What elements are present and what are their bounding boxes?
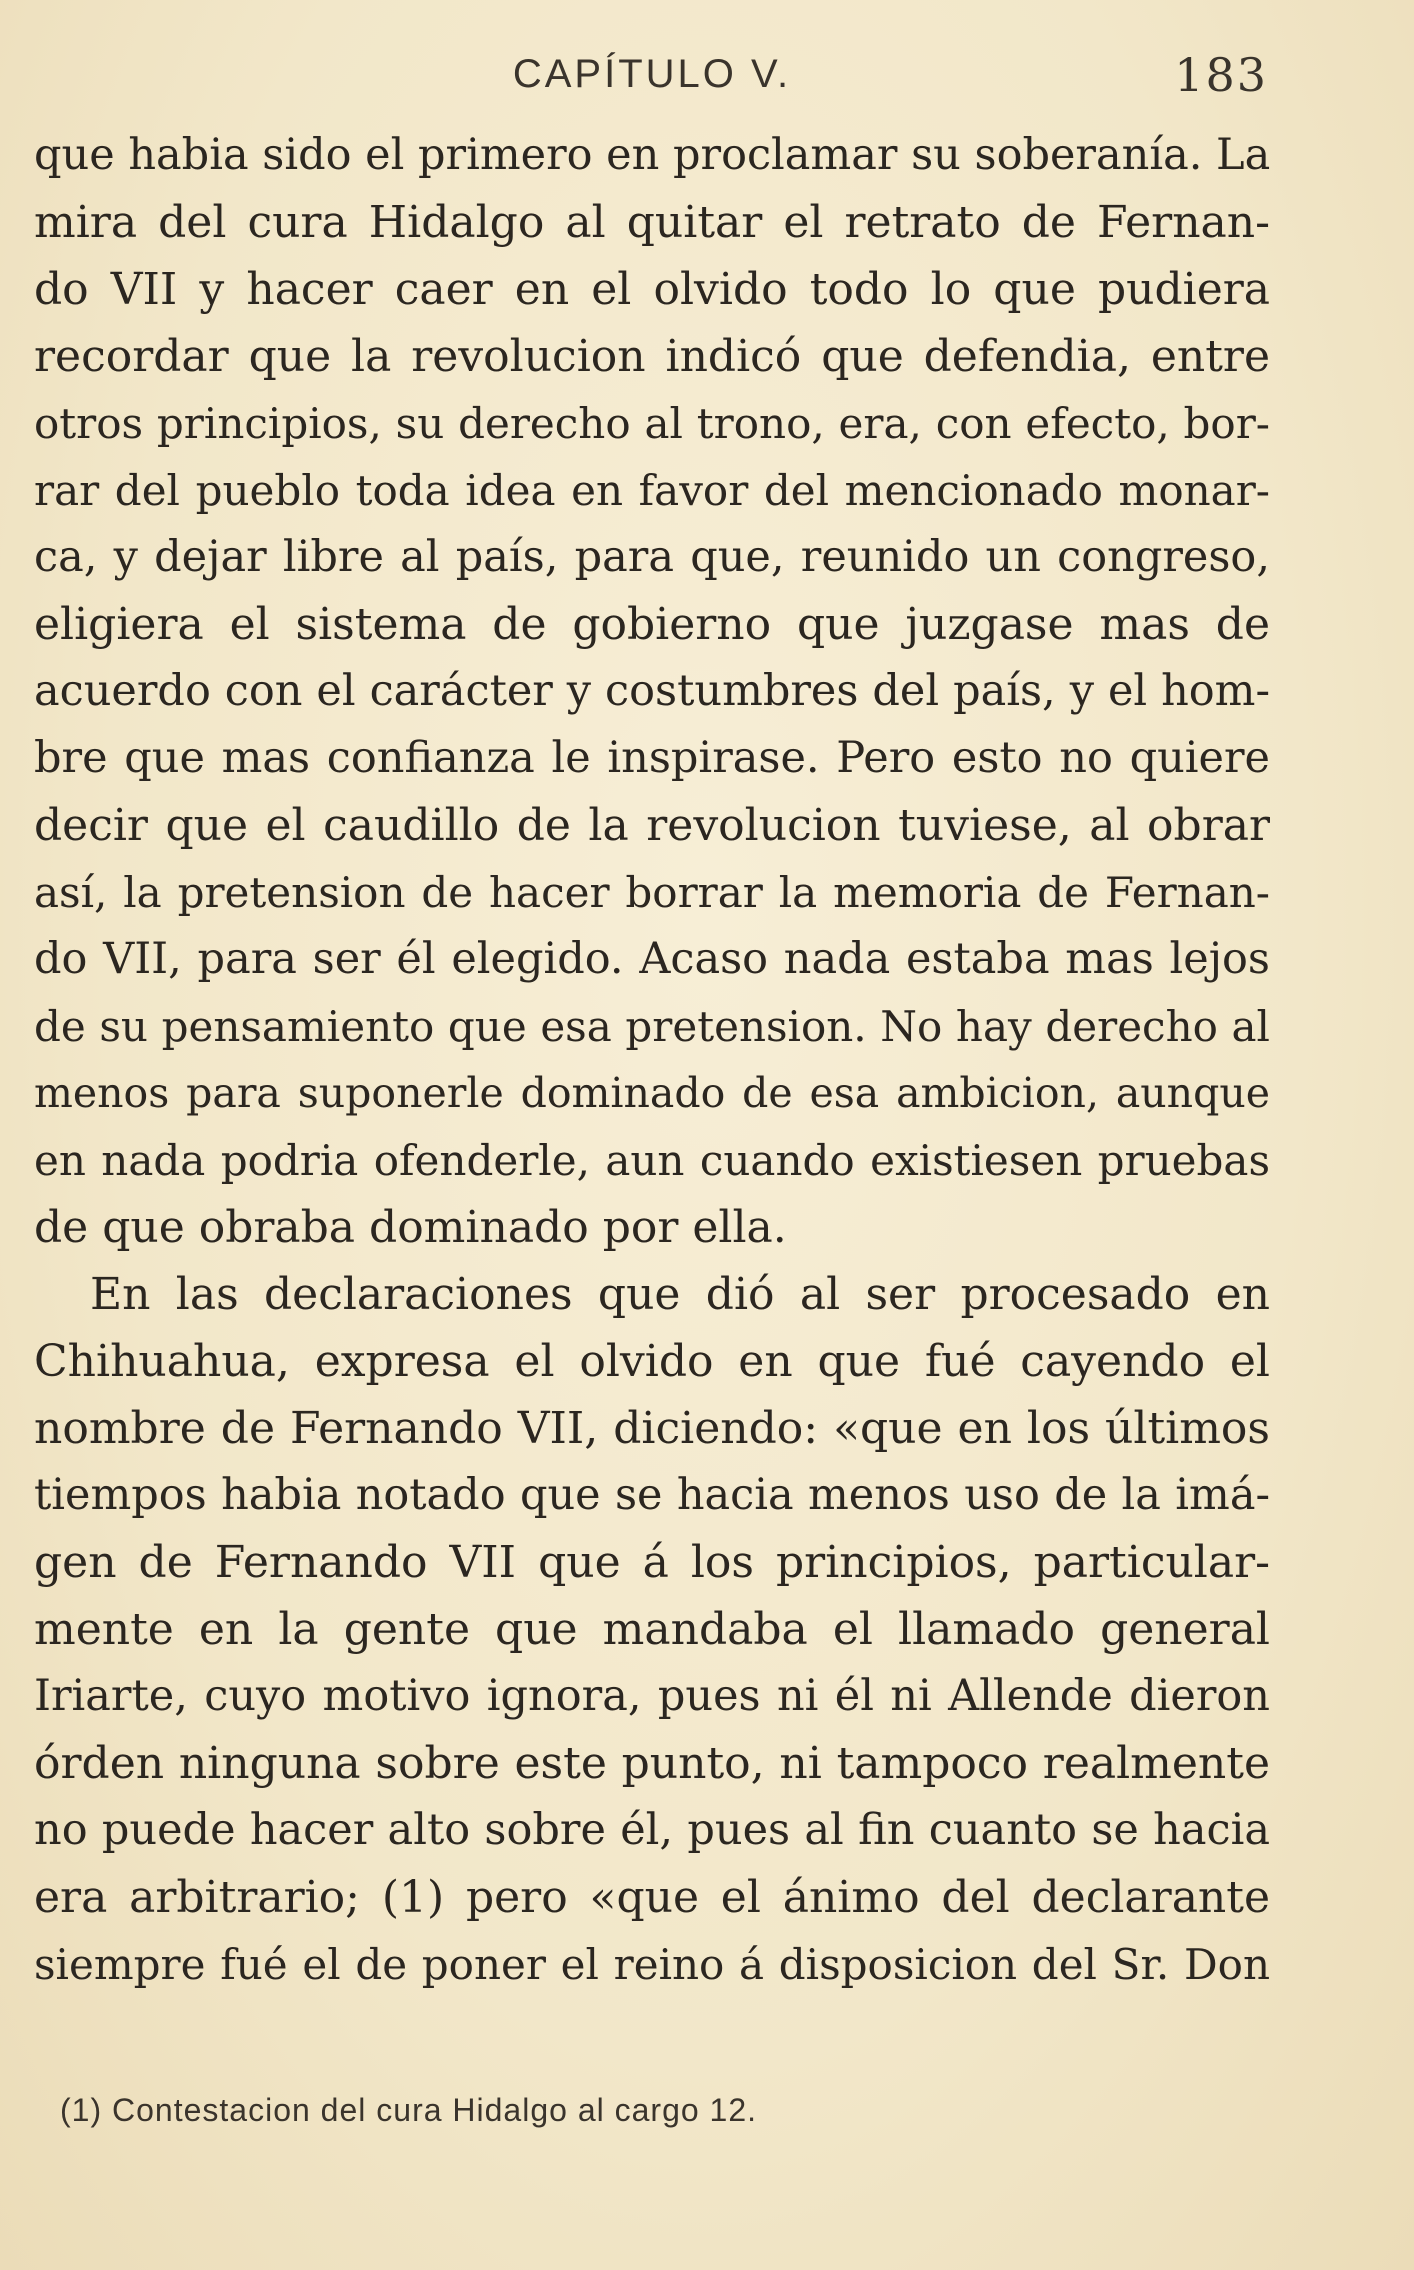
text-line: no puede hacer alto sobre él, pues al fin cuanto se hacia <box>34 1805 1270 1855</box>
text-line: que habia sido el primero en proclamar su soberanía. La <box>34 130 1270 180</box>
text-line: siempre fué el de poner el reino á disposicion del Sr. Don <box>34 1940 1270 1989</box>
text-line: gen de Fernando VII que á los principios, particular- <box>34 1537 1270 1588</box>
paragraph-end-line: de que obraba dominado por ella. <box>34 1202 787 1253</box>
text-line: ca, y dejar libre al país, para que, reunido un congreso, <box>34 532 1270 582</box>
chapter-title: CAPÍTULO V. <box>512 52 792 96</box>
text-line: órden ninguna sobre este punto, ni tampoco realmente <box>34 1738 1270 1789</box>
body-text <box>34 122 1270 1998</box>
text-line: Iriarte, cuyo motivo ignora, pues ni él ni Allende dieron <box>34 1671 1270 1721</box>
paragraph-start-line: En las declaraciones que dió al ser procesado en <box>90 1269 1270 1320</box>
text-line: acuerdo con el carácter y costumbres del país, y el hom- <box>34 666 1270 716</box>
text-line: en nada podria ofenderle, aun cuando existiesen pruebas <box>34 1136 1270 1185</box>
text-line: decir que el caudillo de la revolucion tuviese, al obrar <box>34 800 1270 851</box>
text-line: mente en la gente que mandaba el llamado general <box>34 1604 1270 1655</box>
footnote-area <box>60 2092 1240 2129</box>
text-line: Chihuahua, expresa el olvido en que fué cayendo el <box>34 1336 1270 1387</box>
text-line: rar del pueblo toda idea en favor del mencionado monar- <box>34 466 1270 515</box>
text-line: bre que mas confianza le inspirase. Pero esto no quiere <box>34 733 1270 783</box>
running-header <box>36 44 1268 114</box>
text-line: mira del cura Hidalgo al quitar el retrato de Fernan- <box>34 197 1270 248</box>
text-line: nombre de Fernando VII, diciendo: «que en los últimos <box>34 1403 1270 1454</box>
page-number: 183 <box>1174 48 1268 102</box>
text-line: así, la pretension de hacer borrar la memoria de Fernan- <box>34 868 1270 917</box>
text-line: de su pensamiento que esa pretension. No hay derecho al <box>34 1002 1270 1051</box>
text-line: tiempos habia notado que se hacia menos uso de la imá- <box>34 1470 1270 1520</box>
footnote: (1) Contestacion del cura Hidalgo al cargo 12. <box>60 2092 758 2128</box>
text-line: era arbitrario; (1) pero «que el ánimo del declarante <box>34 1872 1270 1923</box>
text-line: do VII y hacer caer en el olvido todo lo que pudiera <box>34 264 1270 315</box>
text-line: eligiera el sistema de gobierno que juzgase mas de <box>34 599 1270 650</box>
text-line: menos para suponerle dominado de esa ambicion, aunque <box>34 1069 1270 1117</box>
text-line: recordar que la revolucion indicó que defendia, entre <box>34 331 1270 382</box>
text-line: do VII, para ser él elegido. Acaso nada estaba mas lejos <box>34 934 1270 984</box>
text-line: otros principios, su derecho al trono, era, con efecto, bor- <box>34 399 1270 448</box>
